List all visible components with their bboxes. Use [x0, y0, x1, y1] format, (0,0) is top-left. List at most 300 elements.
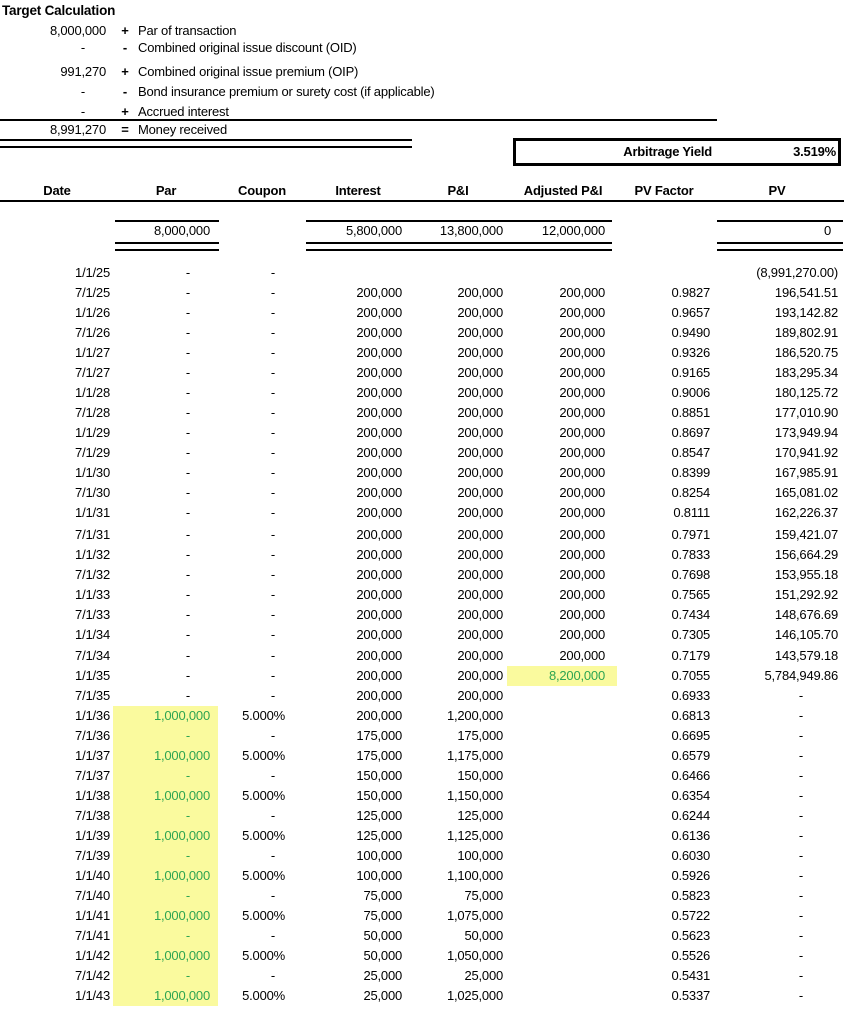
cell-pi: 200,000: [457, 465, 503, 480]
cell-interest: 200,000: [356, 285, 402, 300]
cell-pv: (8,991,270.00): [756, 265, 838, 280]
tc-label: Bond insurance premium or surety cost (if applicable): [138, 84, 435, 99]
cell-par: -: [113, 766, 218, 786]
cell-par: -: [185, 345, 190, 360]
cell-pv-factor: 0.5431: [671, 968, 710, 983]
cell-adjusted-pi: [507, 926, 617, 946]
tc-label: Accrued interest: [138, 104, 229, 119]
table-row: [0, 263, 844, 283]
cell-interest: 200,000: [356, 648, 402, 663]
cell-pi: 200,000: [457, 285, 503, 300]
cell-pv-factor: 0.8851: [671, 405, 710, 420]
table-row: [0, 746, 844, 766]
table-row: [0, 383, 844, 403]
arbitrage-yield-label: Arbitrage Yield: [623, 144, 712, 159]
tc-operator: +: [121, 23, 129, 38]
cell-pv-factor: 0.5722: [671, 908, 710, 923]
table-row: [0, 666, 844, 686]
table-row: [0, 323, 844, 343]
cell-par: -: [185, 485, 190, 500]
cell-pv-factor: 0.7833: [671, 547, 710, 562]
cell-pi: 1,150,000: [446, 788, 503, 803]
table-row: [0, 726, 844, 746]
cell-date: 7/1/28: [75, 405, 110, 420]
cell-date: 1/1/32: [75, 547, 110, 562]
cell-coupon: 5.000%: [242, 708, 285, 723]
cell-pv: 180,125.72: [774, 385, 838, 400]
cell-adjusted-pi: [507, 263, 617, 283]
cell-pv: -: [798, 868, 803, 883]
cell-date: 7/1/25: [75, 285, 110, 300]
tc-label: Combined original issue premium (OIP): [138, 64, 359, 79]
cell-pv-factor: 0.9827: [671, 285, 710, 300]
cell-pv-factor: 0.6244: [671, 808, 710, 823]
cell-par: -: [113, 886, 218, 906]
cell-coupon: 5.000%: [242, 908, 285, 923]
cell-date: 1/1/37: [75, 748, 110, 763]
cell-pv: -: [798, 928, 803, 943]
column-header-pi: P&I: [447, 183, 469, 198]
cell-par: 1,000,000: [113, 706, 218, 726]
cell-pi: 200,000: [457, 587, 503, 602]
cell-coupon: -: [270, 888, 275, 903]
cell-coupon: -: [270, 265, 275, 280]
cell-pi: 1,200,000: [446, 708, 503, 723]
cell-par: 1,000,000: [113, 906, 218, 926]
totals-top-rule-pv: [717, 220, 843, 222]
cell-coupon: -: [270, 365, 275, 380]
cell-par: 1,000,000: [113, 986, 218, 1006]
cell-pi: 200,000: [457, 547, 503, 562]
cell-adjusted-pi: 200,000: [559, 345, 605, 360]
cell-pv: 189,802.91: [774, 325, 838, 340]
cell-coupon: 5.000%: [242, 988, 285, 1003]
cell-coupon: 5.000%: [242, 948, 285, 963]
cell-adjusted-pi: 200,000: [559, 285, 605, 300]
cell-interest: 200,000: [356, 325, 402, 340]
cell-par: -: [185, 465, 190, 480]
cell-interest: 75,000: [363, 888, 402, 903]
cell-coupon: -: [270, 547, 275, 562]
cell-interest: 200,000: [356, 668, 402, 683]
cell-interest: 175,000: [356, 728, 402, 743]
target-calculation-row: [0, 63, 844, 80]
cell-coupon: -: [270, 688, 275, 703]
cell-pv: 173,949.94: [774, 425, 838, 440]
cell-pv: 151,292.92: [774, 587, 838, 602]
cell-pv: 196,541.51: [774, 285, 838, 300]
cell-pv-factor: 0.6466: [671, 768, 710, 783]
cell-interest: 200,000: [356, 505, 402, 520]
cell-pv: -: [798, 848, 803, 863]
cell-date: 1/1/28: [75, 385, 110, 400]
cell-coupon: -: [270, 808, 275, 823]
cell-pv: -: [798, 828, 803, 843]
table-row: [0, 503, 844, 523]
cell-interest: 75,000: [363, 908, 402, 923]
total-interest: 5,800,000: [345, 223, 402, 238]
cell-pi: 200,000: [457, 405, 503, 420]
cell-pi: 75,000: [464, 888, 503, 903]
table-row: [0, 926, 844, 946]
cell-adjusted-pi: [507, 846, 617, 866]
cell-pv-factor: 0.8697: [671, 425, 710, 440]
cell-pv: 186,520.75: [774, 345, 838, 360]
cell-adjusted-pi: 200,000: [559, 587, 605, 602]
totals-double-rule-pv: [717, 242, 843, 251]
cell-pv-factor: 0.5526: [671, 948, 710, 963]
table-row: [0, 443, 844, 463]
cell-coupon: -: [270, 425, 275, 440]
cell-pv-factor: 0.7971: [671, 527, 710, 542]
target-calculation-row: [0, 22, 844, 39]
cell-pv: -: [798, 748, 803, 763]
cell-date: 1/1/35: [75, 668, 110, 683]
table-row: [0, 646, 844, 666]
cell-interest: 200,000: [356, 345, 402, 360]
money-received-double-rule: [0, 139, 412, 148]
cell-pv-factor: 0.9657: [671, 305, 710, 320]
cell-pv: 148,676.69: [774, 607, 838, 622]
table-row: [0, 826, 844, 846]
cell-interest: 200,000: [356, 365, 402, 380]
tc-value: 8,991,270: [49, 122, 106, 137]
cell-par: -: [185, 688, 190, 703]
cell-coupon: -: [270, 325, 275, 340]
cell-interest: 200,000: [356, 385, 402, 400]
cell-date: 1/1/36: [75, 708, 110, 723]
cell-coupon: -: [270, 385, 275, 400]
table-row: [0, 946, 844, 966]
cell-pv: -: [798, 708, 803, 723]
cell-date: 1/1/34: [75, 627, 110, 642]
table-row: [0, 866, 844, 886]
cell-pi: 200,000: [457, 325, 503, 340]
total-adjusted-pi: 12,000,000: [541, 223, 605, 238]
cell-interest: 200,000: [356, 445, 402, 460]
table-row: [0, 463, 844, 483]
tc-label: Combined original issue discount (OID): [138, 40, 357, 55]
cell-coupon: 5.000%: [242, 748, 285, 763]
cell-pv: 159,421.07: [774, 527, 838, 542]
column-header-interest: Interest: [335, 183, 381, 198]
cell-pi: 200,000: [457, 345, 503, 360]
cell-date: 7/1/37: [75, 768, 110, 783]
table-row: [0, 545, 844, 565]
header-rule: [0, 200, 844, 202]
cell-date: 1/1/43: [75, 988, 110, 1003]
cell-date: 7/1/27: [75, 365, 110, 380]
cell-pv: 170,941.92: [774, 445, 838, 460]
table-row: [0, 986, 844, 1006]
table-row: [0, 303, 844, 323]
cell-pv-factor: 0.7055: [671, 668, 710, 683]
cell-pv-factor: 0.7305: [671, 627, 710, 642]
table-row: [0, 565, 844, 585]
column-header-coupon: Coupon: [238, 183, 286, 198]
tc-value: 8,000,000: [49, 23, 106, 38]
cell-interest: 200,000: [356, 405, 402, 420]
cell-coupon: -: [270, 345, 275, 360]
cell-pv-factor: 0.8254: [671, 485, 710, 500]
cell-pi: 1,025,000: [446, 988, 503, 1003]
cell-par: -: [113, 846, 218, 866]
cell-pv: 143,579.18: [774, 648, 838, 663]
table-row: [0, 483, 844, 503]
table-row: [0, 706, 844, 726]
cell-pi: 25,000: [464, 968, 503, 983]
cell-pi: 200,000: [457, 505, 503, 520]
cell-pv: -: [798, 988, 803, 1003]
cell-date: 7/1/40: [75, 888, 110, 903]
cell-coupon: -: [270, 728, 275, 743]
money-received-top-rule: [0, 119, 717, 121]
cell-date: 7/1/26: [75, 325, 110, 340]
cell-pv-factor: 0.6695: [671, 728, 710, 743]
cell-adjusted-pi: 200,000: [559, 445, 605, 460]
tc-value: -: [80, 84, 85, 99]
cell-date: 7/1/30: [75, 485, 110, 500]
table-row: [0, 283, 844, 303]
cell-interest: 125,000: [356, 828, 402, 843]
table-row: [0, 786, 844, 806]
cell-date: 1/1/25: [75, 265, 110, 280]
cell-pv-factor: 0.6579: [671, 748, 710, 763]
cell-par: 1,000,000: [113, 826, 218, 846]
cell-pi: 200,000: [457, 485, 503, 500]
arbitrage-yield-box: [513, 138, 841, 166]
cell-interest: 200,000: [356, 425, 402, 440]
cell-interest: 150,000: [356, 768, 402, 783]
cell-date: 1/1/31: [75, 505, 110, 520]
cell-adjusted-pi: 200,000: [559, 527, 605, 542]
cell-par: -: [185, 567, 190, 582]
cell-par: -: [185, 385, 190, 400]
tc-operator: +: [121, 64, 129, 79]
cell-par: -: [185, 587, 190, 602]
cell-par: -: [185, 265, 190, 280]
table-row: [0, 605, 844, 625]
cell-coupon: -: [270, 587, 275, 602]
cell-pv: 162,226.37: [774, 505, 838, 520]
cell-pv-factor: 0.7179: [671, 648, 710, 663]
cell-par: -: [185, 365, 190, 380]
cell-pi: 1,100,000: [446, 868, 503, 883]
cell-pi: [406, 263, 507, 283]
cell-pv: 193,142.82: [774, 305, 838, 320]
tc-operator: +: [121, 104, 129, 119]
target-calculation-title: Target Calculation: [2, 3, 116, 18]
cell-pi: 200,000: [457, 567, 503, 582]
cell-date: 7/1/41: [75, 928, 110, 943]
cell-pi: 200,000: [457, 425, 503, 440]
cell-date: 1/1/39: [75, 828, 110, 843]
cell-par: -: [113, 806, 218, 826]
tc-label: Money received: [138, 122, 227, 137]
cell-interest: [295, 263, 406, 283]
cell-pv-factor: 0.9326: [671, 345, 710, 360]
cell-interest: 150,000: [356, 788, 402, 803]
cell-interest: 25,000: [363, 968, 402, 983]
arbitrage-yield-value: 3.519%: [793, 144, 836, 159]
table-row: [0, 403, 844, 423]
cell-date: 1/1/27: [75, 345, 110, 360]
cell-adjusted-pi: 200,000: [559, 607, 605, 622]
cell-coupon: -: [270, 527, 275, 542]
cell-pv-factor: 0.8399: [671, 465, 710, 480]
cell-adjusted-pi: [507, 746, 617, 766]
cell-pv: -: [798, 728, 803, 743]
totals-double-rule-par: [115, 242, 219, 251]
cell-par: -: [185, 325, 190, 340]
cell-pi: 200,000: [457, 668, 503, 683]
cell-date: 1/1/41: [75, 908, 110, 923]
cell-coupon: -: [270, 648, 275, 663]
cell-pv: -: [798, 888, 803, 903]
column-header-pv: PV: [768, 183, 786, 198]
cell-coupon: 5.000%: [242, 828, 285, 843]
cell-adjusted-pi: [507, 766, 617, 786]
cell-par: -: [113, 966, 218, 986]
cell-pv: 5,784,949.86: [764, 668, 838, 683]
cell-pi: 200,000: [457, 627, 503, 642]
column-header-adjusted-pi: Adjusted P&I: [523, 183, 603, 198]
cell-adjusted-pi: [507, 966, 617, 986]
cell-date: 1/1/42: [75, 948, 110, 963]
cell-pv-factor: 0.8547: [671, 445, 710, 460]
cell-pv: 167,985.91: [774, 465, 838, 480]
tc-operator: -: [122, 84, 128, 99]
cell-coupon: -: [270, 607, 275, 622]
cell-pi: 1,175,000: [446, 748, 503, 763]
cell-interest: 100,000: [356, 848, 402, 863]
cell-pi: 200,000: [457, 607, 503, 622]
cell-par: -: [185, 425, 190, 440]
table-row: [0, 585, 844, 605]
table-row: [0, 343, 844, 363]
cell-coupon: -: [270, 567, 275, 582]
table-row: [0, 886, 844, 906]
cell-pi: 200,000: [457, 385, 503, 400]
cell-pi: 200,000: [457, 305, 503, 320]
cell-par: -: [185, 505, 190, 520]
cell-adjusted-pi: 200,000: [559, 648, 605, 663]
cell-par: -: [113, 726, 218, 746]
tc-value: 991,270: [60, 64, 106, 79]
cell-pv: 165,081.02: [774, 485, 838, 500]
cell-interest: 200,000: [356, 485, 402, 500]
cell-interest: 200,000: [356, 305, 402, 320]
cell-date: 7/1/36: [75, 728, 110, 743]
cell-coupon: 5.000%: [242, 868, 285, 883]
cell-coupon: -: [270, 405, 275, 420]
tc-label: Par of transaction: [138, 23, 237, 38]
cell-adjusted-pi: 200,000: [559, 627, 605, 642]
cell-adjusted-pi: [507, 726, 617, 746]
cell-pv: 146,105.70: [774, 627, 838, 642]
cell-interest: 200,000: [356, 465, 402, 480]
cell-pv: -: [798, 688, 803, 703]
cell-par: 1,000,000: [113, 866, 218, 886]
cell-interest: 200,000: [356, 688, 402, 703]
cell-date: 7/1/42: [75, 968, 110, 983]
cell-adjusted-pi: 200,000: [559, 365, 605, 380]
total-pi: 13,800,000: [439, 223, 503, 238]
table-row: [0, 525, 844, 545]
cell-adjusted-pi: [507, 886, 617, 906]
table-row: [0, 625, 844, 645]
cell-coupon: -: [270, 768, 275, 783]
cell-pi: 200,000: [457, 648, 503, 663]
cell-coupon: 5.000%: [242, 788, 285, 803]
cell-coupon: -: [270, 445, 275, 460]
cell-date: 7/1/39: [75, 848, 110, 863]
cell-adjusted-pi: 200,000: [559, 325, 605, 340]
cell-pv: -: [798, 788, 803, 803]
cell-date: 7/1/32: [75, 567, 110, 582]
cell-date: 7/1/33: [75, 607, 110, 622]
table-row: [0, 686, 844, 706]
cell-pv-factor: 0.6933: [671, 688, 710, 703]
cell-pv: -: [798, 808, 803, 823]
cell-par: -: [185, 405, 190, 420]
cell-pi: 150,000: [457, 768, 503, 783]
cell-par: -: [185, 668, 190, 683]
tc-operator: =: [121, 122, 129, 137]
cell-interest: 175,000: [356, 748, 402, 763]
totals-top-rule-mid: [306, 220, 612, 222]
cell-adjusted-pi: [507, 826, 617, 846]
table-row: [0, 423, 844, 443]
total-par: 8,000,000: [153, 223, 210, 238]
totals-double-rule-mid: [306, 242, 612, 251]
cell-date: 7/1/35: [75, 688, 110, 703]
cell-interest: 200,000: [356, 527, 402, 542]
cell-adjusted-pi: [507, 706, 617, 726]
column-header-pv-factor: PV Factor: [634, 183, 694, 198]
cell-pv-factor: 0.9490: [671, 325, 710, 340]
cell-pv-factor: 0.7434: [671, 607, 710, 622]
cell-adjusted-pi: [507, 906, 617, 926]
cell-date: 7/1/29: [75, 445, 110, 460]
cell-interest: 50,000: [363, 928, 402, 943]
cell-interest: 125,000: [356, 808, 402, 823]
cell-pi: 1,075,000: [446, 908, 503, 923]
column-header-par: Par: [155, 183, 177, 198]
cell-pi: 200,000: [457, 688, 503, 703]
cell-pv: -: [798, 968, 803, 983]
cell-coupon: -: [270, 285, 275, 300]
cell-adjusted-pi: 200,000: [559, 567, 605, 582]
cell-interest: 200,000: [356, 567, 402, 582]
cell-date: 1/1/33: [75, 587, 110, 602]
target-calculation-row: [0, 39, 844, 56]
cell-adjusted-pi: 200,000: [559, 547, 605, 562]
cell-pv: 156,664.29: [774, 547, 838, 562]
cell-interest: 200,000: [356, 607, 402, 622]
cell-interest: 25,000: [363, 988, 402, 1003]
totals-top-rule-par: [115, 220, 219, 222]
cell-coupon: -: [270, 485, 275, 500]
cell-pv-factor: 0.6030: [671, 848, 710, 863]
cell-adjusted-pi: 200,000: [559, 305, 605, 320]
cell-adjusted-pi: 200,000: [559, 505, 605, 520]
cell-pv: 177,010.90: [774, 405, 838, 420]
cell-par: -: [185, 305, 190, 320]
cell-interest: 100,000: [356, 868, 402, 883]
cell-date: 1/1/38: [75, 788, 110, 803]
cell-date: 1/1/26: [75, 305, 110, 320]
